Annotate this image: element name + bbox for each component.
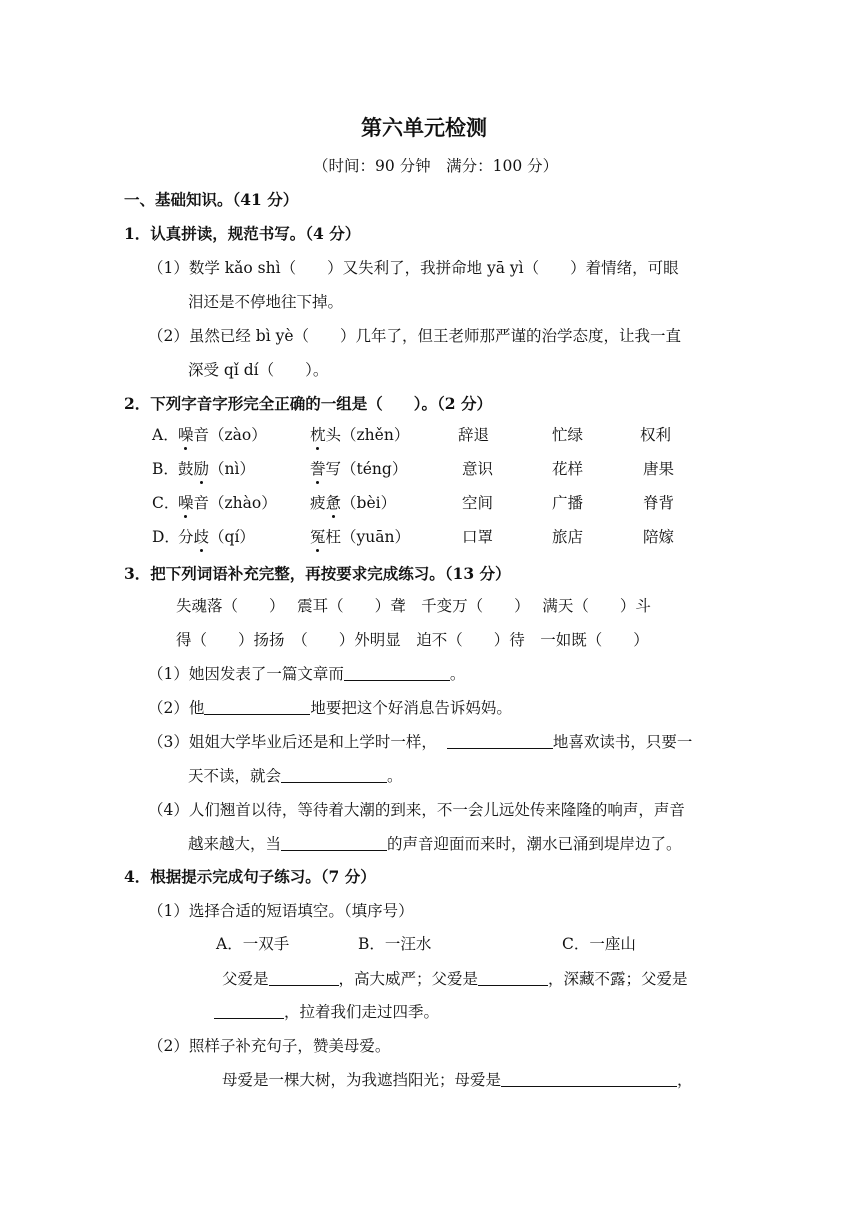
q3-sentence-2: （2）他 地要把这个好消息告诉妈妈。 <box>148 699 512 717</box>
option-word-5: 唐果 <box>643 460 675 478</box>
answer-blank[interactable] <box>447 732 553 749</box>
q3-words-line-2: 得（ ）扬扬 （ ）外明显 迫不（ ）待 一如既（ ） <box>176 631 649 649</box>
page-title: 第六单元检测 <box>361 115 487 140</box>
q3-sentence-3-line-2: 天不读，就会 。 <box>188 767 403 785</box>
option-word-5: 权利 <box>640 426 672 444</box>
option-letter: B． <box>152 460 179 478</box>
q1-item-2-line-1: （2）虽然已经 bì yè（ ）几年了，但王老师那严谨的治学态度，让我一直 <box>148 327 682 345</box>
option-word-1: 噪音（zhào） <box>178 494 277 512</box>
question-2-heading: 2．下列字音字形完全正确的一组是（ ）。（2 分） <box>124 394 492 413</box>
option-word-4: 旅店 <box>552 528 584 546</box>
q4-part-2-line-1: 母爱是一棵大树，为我遮挡阳光；母爱是 ， <box>222 1071 693 1089</box>
option-letter: D． <box>152 528 180 546</box>
question-3-heading: 3．把下列词语补充完整，再按要求完成练习。（13 分） <box>124 564 511 583</box>
section-heading: 一、基础知识。（41 分） <box>124 190 299 209</box>
answer-blank[interactable] <box>281 766 387 783</box>
answer-blank[interactable] <box>344 664 450 681</box>
q4-part-1-line-1: 父爱是 ，高大威严；父爱是 ，深藏不露；父爱是 <box>222 970 688 988</box>
q4-part-1-line-2: ，拉着我们走过四季。 <box>214 1001 439 1023</box>
emphasis-dot-char: 枕 <box>310 426 326 444</box>
option-word-3: 意识 <box>462 460 494 478</box>
q1-item-1-line-2: 泪还是不停地往下掉。 <box>188 293 344 311</box>
answer-blank[interactable] <box>204 698 310 715</box>
question-1-heading: 1．认真拼读，规范书写。（4 分） <box>124 224 361 243</box>
answer-blank[interactable] <box>281 834 387 851</box>
answer-blank[interactable] <box>478 969 548 986</box>
emphasis-dot-char: 歧 <box>193 528 210 546</box>
page-subtitle: （时间：90 分钟 满分：100 分） <box>313 157 559 175</box>
option-word-4: 广播 <box>552 494 584 512</box>
option-word-1: 鼓励（nì） <box>178 460 255 478</box>
answer-blank[interactable] <box>214 1002 284 1019</box>
q4-option-b: B．一汪水 <box>358 935 432 953</box>
q4-part-2-heading: （2）照样子补充句子，赞美母爱。 <box>148 1037 391 1055</box>
option-word-2: 冤枉（yuān） <box>310 528 410 546</box>
option-letter: C． <box>152 494 180 512</box>
option-word-5: 陪嫁 <box>643 528 675 546</box>
emphasis-dot-char: 噪 <box>178 494 194 512</box>
answer-blank[interactable] <box>269 969 339 986</box>
emphasis-dot-char: 冤 <box>310 528 326 546</box>
option-word-2: 誊写（téng） <box>310 460 408 478</box>
q3-sentence-4-line-1: （4）人们翘首以待，等待着大潮的到来，不一会儿远处传来隆隆的响声，声音 <box>148 801 685 819</box>
option-letter: A． <box>152 426 179 444</box>
q3-words-line-1: 失魂落（ ） 震耳（ ）聋 千变万（ ） 满天（ ）斗 <box>176 597 651 615</box>
q4-part-1-heading: （1）选择合适的短语填空。（填序号） <box>148 902 414 920</box>
option-word-5: 脊背 <box>643 494 675 512</box>
option-word-3: 口罩 <box>462 528 494 546</box>
q4-option-c: C．一座山 <box>562 935 636 953</box>
q4-option-a: A．一双手 <box>216 935 290 953</box>
option-word-3: 空间 <box>462 494 494 512</box>
option-word-2: 枕头（zhěn） <box>310 426 410 444</box>
emphasis-dot-char: 誊 <box>310 460 326 478</box>
q3-sentence-1: （1）她因发表了一篇文章而 。 <box>148 665 466 683</box>
q3-sentence-4-line-2: 越来越大，当 的声音迎面而来时，潮水已涌到堤岸边了。 <box>188 835 682 853</box>
answer-blank[interactable] <box>501 1070 677 1087</box>
option-word-2: 疲惫（bèi） <box>310 494 397 512</box>
option-word-1: 分歧（qí） <box>178 528 255 546</box>
option-word-4: 花样 <box>552 460 584 478</box>
option-word-3: 辞退 <box>458 426 490 444</box>
option-word-1: 噪音（zào） <box>178 426 267 444</box>
q1-item-1-line-1: （1）数学 kǎo shì（ ）又失利了，我拼命地 yā yì（ ）着情绪，可眼 <box>148 259 679 277</box>
option-word-4: 忙绿 <box>552 426 584 444</box>
emphasis-dot-char: 励 <box>193 460 210 478</box>
emphasis-dot-char: 噪 <box>178 426 194 444</box>
question-4-heading: 4．根据提示完成句子练习。（7 分） <box>124 867 376 886</box>
q3-sentence-3-line-1: （3）姐姐大学毕业后还是和上学时一样， 地喜欢读书，只要一 <box>148 733 693 751</box>
q1-item-2-line-2: 深受 qǐ dí（ ）。 <box>188 361 329 379</box>
emphasis-dot-char: 惫 <box>325 494 342 512</box>
